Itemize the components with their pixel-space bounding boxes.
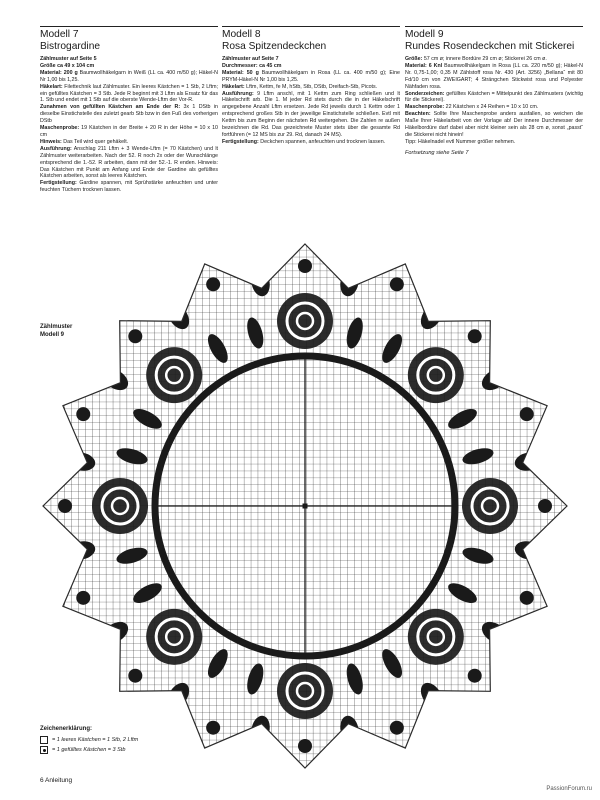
- instruction-text: [222, 56, 400, 146]
- rose-motif: [277, 663, 333, 719]
- paragraph-label: Häkelart:: [40, 83, 63, 90]
- paragraph-label: Fertigstellung:: [222, 138, 259, 145]
- instruction-paragraph: [40, 70, 218, 84]
- instruction-paragraph: [405, 104, 583, 111]
- legend-item-filled: [40, 745, 240, 755]
- instruction-paragraph: [405, 139, 583, 146]
- point-motif: [58, 499, 72, 513]
- paragraph-text: Zählmuster auf Seite 7: [222, 56, 279, 62]
- model-title: Modell 9: [405, 29, 444, 40]
- instruction-paragraph: [222, 70, 400, 84]
- paragraph-label: Größe:: [405, 56, 423, 62]
- point-motif: [390, 277, 404, 291]
- chart-label-title: Zählmuster: [40, 324, 73, 330]
- instruction-paragraph: [40, 84, 218, 105]
- instruction-paragraph: [222, 56, 400, 63]
- dot-box-icon: [40, 746, 48, 754]
- paragraph-label: Maschenprobe:: [405, 104, 445, 111]
- chart-label-model: Modell 9: [40, 332, 65, 338]
- instruction-paragraph: [405, 111, 583, 139]
- point-motif: [206, 277, 220, 291]
- paragraph-text: gefülltes Kästchen = Mittelpunkt des Zählmusters (wichtig für die Stickerei).: [405, 90, 583, 104]
- instruction-paragraph: [40, 180, 218, 194]
- instruction-paragraph: [40, 63, 218, 70]
- instruction-paragraph: [40, 56, 218, 63]
- legend-text: = 1 leeres Kästchen = 1 Stb, 2 Lftm: [52, 737, 139, 743]
- paragraph-text: Sollte Ihre Maschenprobe anders ausfallen, so weichen die Maße Ihrer Häkelarbeit von der Vorlage ab! Der innere Durchmesser der Häkelbordüre darf dabei aber nicht kleiner sein als 28 cm ø, sonst „passt“ die Stickerei nicht hinein!: [405, 111, 583, 138]
- page-number: 6 Anleitung: [40, 777, 73, 784]
- legend-item-empty: [40, 735, 240, 745]
- rose-motif: [92, 478, 148, 534]
- paragraph-text: Tipp: Häkelnadel evtl Nummer größer nehmen.: [405, 138, 516, 145]
- rose-motif: [146, 347, 202, 403]
- paragraph-text: 57 cm ø; innere Bordüre 29 cm ø; Stickerei 26 cm ø.: [422, 56, 547, 62]
- instruction-column-modell-8: [222, 26, 400, 146]
- paragraph-text: Lftm, Kettm, fe M, hStb, Stb, DStb, Dreifach-Stb, Picots.: [244, 83, 378, 90]
- instruction-paragraph: [40, 139, 218, 146]
- rose-motif: [146, 609, 202, 665]
- filet-crochet-chart: [30, 243, 576, 770]
- point-motif: [298, 259, 312, 273]
- point-motif: [128, 329, 142, 343]
- point-motif: [76, 591, 90, 605]
- instruction-paragraph: [40, 146, 218, 181]
- paragraph-text: 3x 1 DStb in dieselbe Einstichstelle des zuletzt gearb Stb bzw in den Fuß des vorherigen DStb: [40, 104, 218, 125]
- point-motif: [468, 329, 482, 343]
- model-title: Modell 8: [222, 29, 261, 40]
- rose-motif: [408, 347, 464, 403]
- instruction-paragraph: [405, 56, 583, 63]
- model-subtitle: Rosa Spitzendeckchen: [222, 40, 327, 52]
- paragraph-text: Deckchen spannen, anfeuchten und trocknen lassen.: [258, 138, 386, 145]
- point-motif: [298, 739, 312, 753]
- instruction-column-modell-7: [40, 26, 218, 194]
- paragraph-text: 22 Kästchen x 24 Reihen = 10 x 10 cm.: [444, 104, 539, 111]
- paragraph-label: Beachten:: [405, 111, 431, 118]
- paragraph-text: Baumwollhäkelgarn in Rosa (LL ca. 220 m/50 g); Häkel-N Nr. 0,75-1,00; 0,35 M Zählstoff rosa Nr. 430 (Art. 3256) „Bellana“ mit 80 Fd/10 cm von ZWEIGART; 4 Strängchen Stickwist rosa und Polyester Nähfaden rosa.: [405, 62, 583, 90]
- point-motif: [390, 721, 404, 735]
- center-marker: [303, 504, 308, 509]
- instruction-paragraph: [222, 84, 400, 91]
- paragraph-text: Baumwollhäkelgarn in Weiß (LL ca. 400 m/50 g); Häkel-N Nr 1,00 bis 1,25.: [40, 69, 218, 83]
- instruction-paragraph: [40, 104, 218, 125]
- rose-motif: [408, 609, 464, 665]
- model-subtitle: Bistrogardine: [40, 40, 101, 52]
- paragraph-label: Ausführung:: [40, 145, 72, 152]
- instruction-paragraph: [405, 63, 583, 91]
- point-motif: [538, 499, 552, 513]
- legend-title: Zeichenerklärung:: [40, 726, 93, 732]
- paragraph-text: Größe ca 49 x 104 cm: [40, 62, 95, 69]
- paragraph-text: Das Teil wird quer gehäkelt.: [61, 138, 129, 145]
- paragraph-text: Gardine spannen, mit Sprühstärke anfeuchten und unter feuchten Tüchern trocknen lassen.: [40, 180, 218, 194]
- point-motif: [520, 591, 534, 605]
- model-subtitle: Rundes Rosendeckchen mit Stickerei: [405, 40, 575, 52]
- instruction-paragraph: [222, 139, 400, 146]
- instruction-paragraph: [222, 91, 400, 139]
- paragraph-label: Sonderzeichen:: [405, 90, 445, 97]
- empty-box-icon: [40, 736, 48, 744]
- paragraph-text: Durchmesser: ca 45 cm: [222, 62, 282, 69]
- instruction-paragraph: [222, 63, 400, 70]
- paragraph-label: Material: 50 g: [222, 69, 259, 76]
- chart-grid: [30, 243, 576, 770]
- instruction-paragraph: [405, 91, 583, 105]
- rose-motifs: [58, 259, 552, 753]
- point-motif: [76, 407, 90, 421]
- legend-text: = 1 gefülltes Kästchen = 3 Stb: [52, 747, 126, 753]
- watermark: PassionForum.ru: [546, 786, 592, 792]
- instruction-text: [405, 56, 583, 146]
- instruction-column-modell-9: [405, 26, 583, 157]
- paragraph-label: Material: 200 g: [40, 69, 78, 76]
- model-title: Modell 7: [40, 29, 79, 40]
- paragraph-text: Zählmuster auf Seite 5: [40, 56, 97, 62]
- point-motif: [128, 669, 142, 683]
- point-motif: [468, 669, 482, 683]
- paragraph-label: Material: 6 Knl: [405, 62, 443, 69]
- paragraph-text: 9 Lftm anschl, mit 1 Kettm zum Ring schließen und lt Häkelschrift arb. Die 1. M jeder Rd stets durch die in der Häkelschrift angegebene Anzahl Lftm ersetzen. Jede Rd jeweils durch 1 Kettm oder 1 entsprechend großes Stb in der jeweilige Einstichstelle schließen. Evtl mit Kettm bis zum Beginn der nächsten Rd weitergehen. Die Zahlen re außen bezeichnen die Rd. Das gezeichnete Muster stets über die gesamte Rd fortführen (= 12 MS bis zur 29. Rd, danach 24 MS).: [222, 90, 400, 138]
- paragraph-text: 19 Kästchen in der Breite + 20 R in der Höhe = 10 x 10 cm: [40, 125, 218, 138]
- paragraph-label: Häkelart:: [222, 83, 245, 90]
- paragraph-text: Anschlag 211 Lftm + 3 Wende-Lftm (= 70 Kästchen) und lt Zählmuster weiterarbeiten. Nach der 52. R noch 2x oder der Wunschlänge entsprechend die 1.-52. R arbeiten, dann mit der 52.-1. R enden. Hinweis: Das Kästchen mit Punkt am Anfang und Ende der Gardine als gefülltes Kästchen arbeiten, sonst als leeres Kästchen.: [40, 145, 218, 180]
- point-motif: [520, 407, 534, 421]
- paragraph-label: Zunahmen von gefüllten Kästchen am Ende der R:: [40, 104, 181, 111]
- paragraph-label: Ausführung:: [222, 90, 254, 97]
- rose-motif: [462, 478, 518, 534]
- paragraph-text: Baumwollhäkelgarn in Rosa (LL ca. 400 m/50 g); Eine PRYM-Häkel-N Nr 1,00 bis 1,25.: [222, 69, 400, 83]
- paragraph-text: Filettechnik laut Zählmuster. Ein leeres Kästchen = 1 Stb, 2 Lftm; ein gefülltes Kästchen = 3 Stb. Jede R beginnt mit 3 Lftm als Ersatz für das 1. Stb und endet mit 1 Stb auf die oberste Wende-Lftm der Vor-R.: [40, 83, 218, 104]
- paragraph-label: Fertigstellung:: [40, 180, 77, 187]
- paragraph-label: Maschenprobe:: [40, 125, 80, 132]
- legend: [40, 726, 240, 755]
- instruction-paragraph: [40, 125, 218, 139]
- instruction-text: [40, 56, 218, 194]
- rose-motif: [277, 293, 333, 349]
- continuation-note: Fortsetzung siehe Seite 7: [405, 149, 469, 156]
- paragraph-label: Hinweis:: [40, 138, 62, 145]
